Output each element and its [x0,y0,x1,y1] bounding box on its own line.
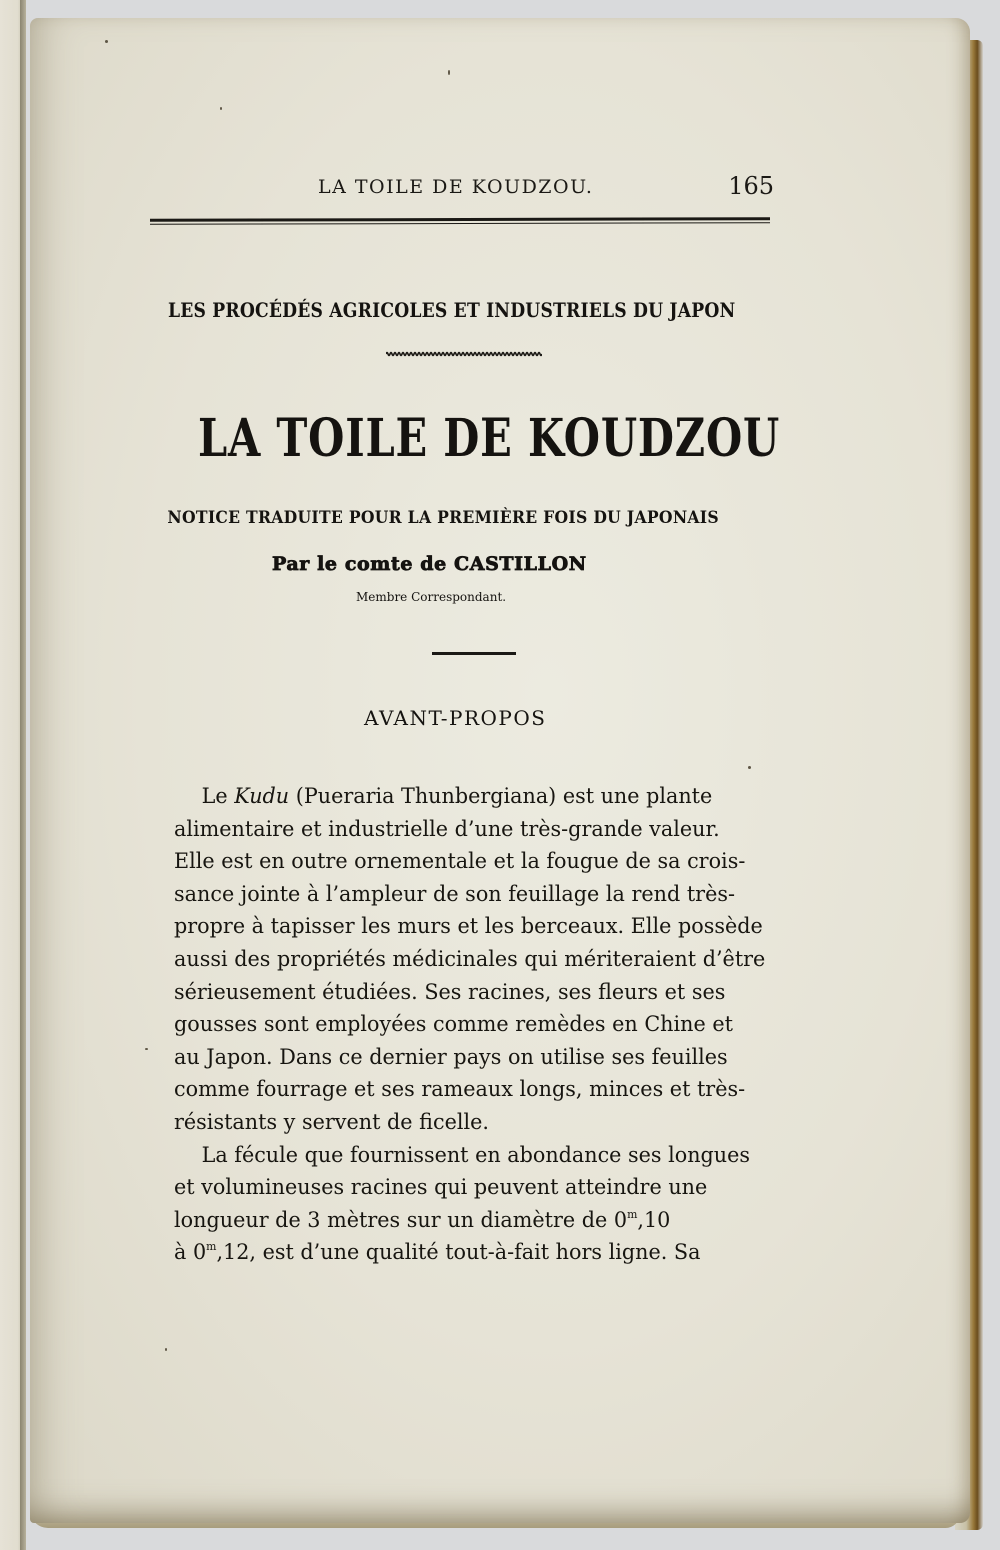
text-run: à 0 [174,1240,207,1265]
text-line: sance jointe à l’ampleur de son feuillage la rend très- [174,881,735,906]
text-run: ,12, est d’une qualité tout-à-fait hors ligne. Sa [216,1240,701,1265]
text-line: gousses sont employées comme remèdes en Chine et [174,1012,733,1037]
section-heading: AVANT-PROPOS [364,706,547,730]
text-run: ,10 [637,1207,671,1232]
paper-speck [105,40,108,43]
text-line: Elle est en outre ornementale et la fougue de sa crois- [174,849,746,874]
italic-term: Kudu [234,784,290,808]
text-run: longueur de 3 mètres sur un diamètre de 0 [174,1207,628,1232]
text-line: alimentaire et industrielle d’une très-grande valeur. [174,816,720,841]
text-line: au Japon. Dans ce dernier pays on utilise ses feuilles [174,1044,728,1069]
book-gutter [20,0,26,1550]
superscript-unit: m [206,1240,217,1254]
series-title: LES PROCÉDÉS AGRICOLES ET INDUSTRIELS DU JAPON [168,298,736,322]
text-line [174,1236,786,1269]
author-role: Membre Correspondant. [356,590,507,604]
text-line: sérieusement étudiées. Ses racines, ses fleurs et ses [174,979,726,1004]
text-line: propre à tapisser les murs et les berceaux. Elle possède [174,914,763,939]
paragraph-2 [174,1139,794,1269]
main-title: LA TOILE DE KOUDZOU [198,408,781,469]
paper-speck [748,766,751,769]
text-run: Le [201,784,235,808]
paragraph-1 [174,780,794,1139]
body-text [174,780,794,1269]
text-run: (Pueraria Thunbergiana) est une plante [289,784,713,808]
running-head-title: LA TOILE DE KOUDZOU. [318,176,594,198]
text-line: comme fourrage et ses rameaux longs, minces et très- [174,1077,746,1102]
text-line: et volumineuses racines qui peuvent atteindre une [174,1175,708,1200]
paper-speck [220,107,222,110]
wavy-ornament-rule [386,350,542,358]
paper-speck [145,1048,148,1050]
facing-page-edge [0,0,22,1550]
paper-speck [165,1348,167,1351]
text-line: résistants y servent de ficelle. [174,1109,489,1134]
book-page [30,18,970,1523]
author-byline: Par le comte de CASTILLON [272,553,587,575]
text-line: aussi des propriétés médicinales qui mériteraient d’être [174,946,766,971]
section-divider-rule [432,652,516,655]
running-head [150,170,774,206]
notice-subtitle: NOTICE TRADUITE POUR LA PREMIÈRE FOIS DU JAPONAIS [167,508,719,528]
text-line [174,1204,786,1237]
text-line: La fécule que fournissent en abondance ses longues [201,1142,751,1167]
paper-speck [448,70,450,75]
superscript-unit: m [627,1207,638,1221]
page-number: 165 [728,172,774,200]
text-line [174,780,785,813]
